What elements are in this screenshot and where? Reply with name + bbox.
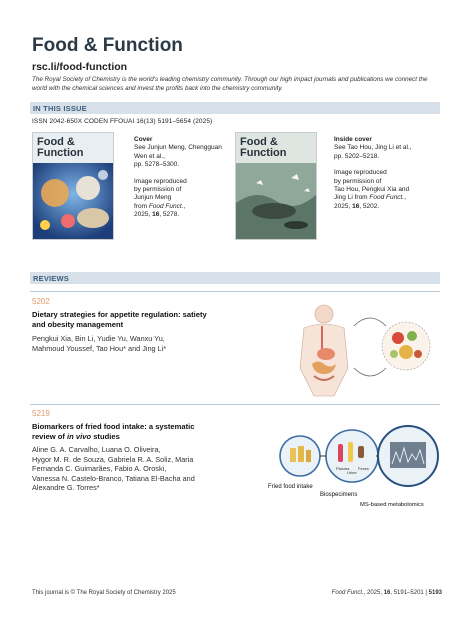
urine-label: Urine [347,470,357,475]
fried-food-label: Fried food intake [268,484,313,490]
cover-image-title: Food & Function [37,136,84,159]
cover-image [32,132,114,240]
inside-cover-description: Inside cover See Tao Hou, Jing Li et al., pp. 5202–5218. Image reproduced by permission of Tao Hou, Pengkui Xia and Jing Li from Food Funct., 2025, 16, 5202. [334,136,412,210]
ms-metabolomics-label: MS-based metabolomics [360,502,424,508]
journal-tagline: The Royal Society of Chemistry is the world's leading chemistry community. Through our high impact journals and publications we connect the world with the chemical sciences and invest the profits back into the chemistry community. [32,76,428,92]
graphical-abstract-appetite [282,298,440,398]
divider [30,291,440,292]
article-authors: Aline G. A. Carvalho, Luana O. Oliveira, Hygor M. R. de Souza, Gabriela R. A. Soliz, Maria Fernanda C. Guimarães, Fabio A. Oroski, Vanessa N. Castelo-Branco, Tatiana El-Bacha and Alexandre G. Torres* [32,445,195,493]
in-this-issue-heading: IN THIS ISSUE [30,102,440,114]
biospecimens-label: Biospecimens [320,492,358,498]
cover-description: Cover See Junjun Meng, Chengguan Wen et al., pp. 5278–5300. Image reproduced by permission of Junjun Meng from Food Funct., 2025, 16, 5278. [134,136,222,219]
divider [30,404,440,405]
article-page-number[interactable]: 5202 [32,297,50,306]
article-title[interactable]: Dietary strategies for appetite regulation: satiety and obesity management [32,310,207,329]
reviews-heading: REVIEWS [30,272,440,284]
issn-line: ISSN 2042-650X CODEN FFOUAI 16(13) 5191–5654 (2025) [32,118,213,125]
article-authors: Pengkui Xia, Bin Li, Yudie Yu, Wanxu Yu, Mahmoud Youssef, Tao Hou* and Jing Li* [32,334,167,353]
feces-label: Feces [358,466,369,471]
page-number: 5193 [428,590,442,596]
footer-citation: Food Funct., 2025, 16, 5191–5201 | 5193 [331,590,442,596]
journal-url[interactable]: rsc.li/food-function [32,61,128,73]
article-page-number[interactable]: 5219 [32,409,50,418]
journal-title: Food & Function [32,35,183,56]
inside-cover-image-title: Food & Function [240,136,287,159]
inside-cover-art [236,133,317,240]
article-title[interactable]: Biomarkers of fried food intake: a systematic review of in vivo studies [32,422,195,441]
cover-art [33,133,114,240]
footer-copyright: This journal is © The Royal Society of Chemistry 2025 [32,590,176,596]
plasma-label: Plasma [336,466,350,471]
graphical-abstract-fried-food [262,412,442,512]
inside-cover-image [235,132,317,240]
